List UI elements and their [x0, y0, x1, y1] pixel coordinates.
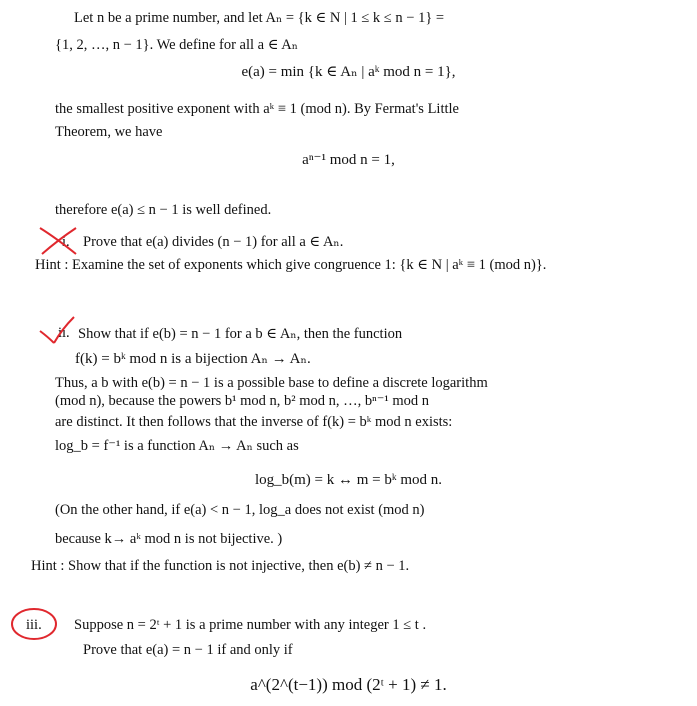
definition-equation: e(a) = min {k ∈ Aₙ | aᵏ mod n = 1}, [241, 64, 456, 80]
cross-mark-icon [34, 224, 80, 258]
part-ii-para-3: are distinct. It then follows that the inverse of f(k) = bᵏ mod n exists: [55, 414, 453, 430]
intro-line-4: Theorem, we have [55, 124, 163, 140]
intro-line-3: the smallest positive exponent with aᵏ ≡ 1 (mod n). By Fermat's Little [55, 101, 459, 117]
part-iii-label: iii. [26, 617, 42, 633]
part-ii-label: ii. [58, 325, 70, 341]
part-i-text: Prove that e(a) divides (n − 1) for all a ∈ Aₙ. [83, 234, 344, 250]
intro-line-1: Let n be a prime number, and let Aₙ = {k ∈ N | 1 ≤ k ≤ n − 1} = [74, 10, 445, 26]
part-iii-text: Suppose n = 2ᵗ + 1 is a prime number with any integer 1 ≤ t . [74, 617, 427, 633]
check-mark-icon [36, 313, 76, 347]
part-i-hint: Hint : Examine the set of exponents which give congruence 1: {k ∈ N | aᵏ ≡ 1 (mod n)}. [35, 257, 547, 273]
part-ii-para-5: (On the other hand, if e(a) < n − 1, log_a does not exist (mod n) [55, 502, 425, 518]
part-ii-para-1: Thus, a b with e(b) = n − 1 is a possible base to define a discrete logarithm [55, 375, 488, 391]
part-ii-para-4: log_b = f⁻¹ is a function Aₙ → Aₙ such as [55, 438, 299, 454]
intro-line-5: therefore e(a) ≤ n − 1 is well defined. [55, 202, 272, 218]
part-ii-para-6: because k→ aᵏ mod n is not bijective. ) [55, 531, 283, 547]
log-equation: log_b(m) = k ↔ m = bᵏ mod n. [254, 472, 443, 488]
part-ii-para-2: (mod n), because the powers b¹ mod n, b² mod n, …, bⁿ⁻¹ mod n [55, 393, 430, 409]
part-i-label: i. [62, 234, 70, 250]
part-ii-text: Show that if e(b) = n − 1 for a b ∈ Aₙ, then the function [78, 326, 403, 342]
bijection-function: f(k) = bᵏ mod n is a bijection Aₙ → Aₙ. [75, 351, 311, 367]
part-iii-text-2: Prove that e(a) = n − 1 if and only if [83, 642, 293, 658]
intro-line-2: {1, 2, …, n − 1}. We define for all a ∈ Aₙ [55, 37, 299, 53]
fermat-equation: aⁿ⁻¹ mod n = 1, [302, 152, 395, 168]
part-ii-hint: Hint : Show that if the function is not injective, then e(b) ≠ n − 1. [31, 558, 410, 574]
condition-equation: a^(2^(t−1)) mod (2ᵗ + 1) ≠ 1. [250, 675, 447, 694]
